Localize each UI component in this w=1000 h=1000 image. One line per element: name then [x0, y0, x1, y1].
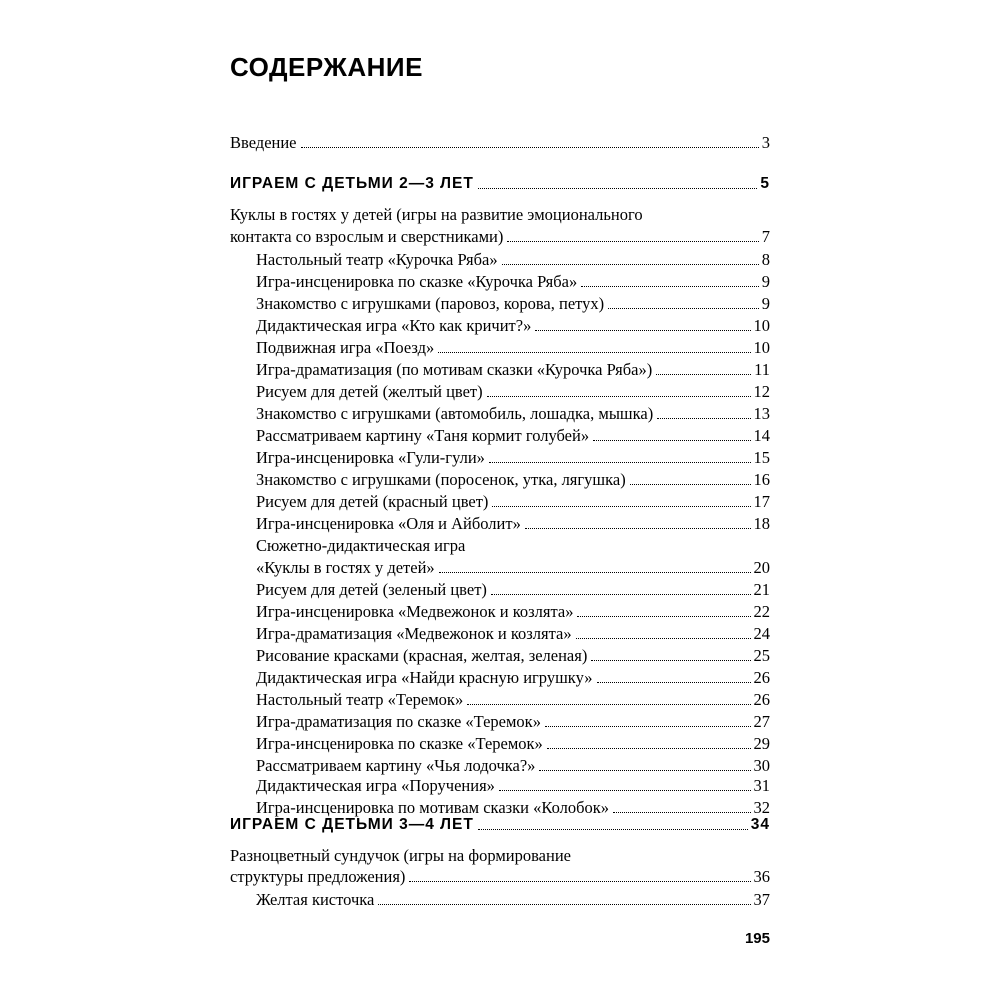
toc-entry: [256, 403, 770, 424]
dot-leader: [613, 812, 750, 813]
dot-leader: [491, 594, 751, 595]
toc-entry: [256, 645, 770, 666]
toc-entry-text: Дидактическая игра «Поручения»: [256, 776, 495, 795]
toc-page-number: 12: [753, 382, 770, 401]
toc-entry: [230, 226, 770, 247]
toc-page-number: 8: [761, 250, 770, 269]
toc-entry: [256, 359, 770, 380]
toc-entry-text: Введение: [230, 133, 297, 152]
toc-page-number: 9: [761, 294, 770, 313]
toc-page-number: 17: [753, 492, 770, 511]
toc-entry-text: Куклы в гостях у детей (игры на развитие эмоционального: [230, 205, 643, 224]
toc-page-number: 7: [761, 227, 770, 246]
toc-entry: [256, 775, 770, 796]
toc-entry: [256, 337, 770, 358]
toc-entry: [256, 469, 770, 490]
dot-leader: [478, 829, 748, 830]
page-number-footer: 195: [744, 930, 770, 947]
dot-leader: [409, 881, 750, 882]
toc-entry: [256, 557, 770, 578]
toc-entry: [256, 425, 770, 446]
dot-leader: [657, 418, 750, 419]
toc-page-number: 14: [753, 426, 770, 445]
toc-entry-text: Желтая кисточка: [256, 890, 375, 909]
toc-entry-text: Игра-инсценировка «Медвежонок и козлята»: [256, 602, 574, 621]
toc-entry-text: Знакомство с игрушками (паровоз, корова, петух): [256, 294, 605, 313]
toc-page-number: 20: [753, 558, 770, 577]
toc-entry-text: Рисование красками (красная, желтая, зеленая): [256, 646, 588, 665]
dot-leader: [535, 330, 750, 331]
toc-entry-text: Дидактическая игра «Кто как кричит?»: [256, 316, 532, 335]
toc-entry-text: Игра-драматизация «Медвежонок и козлята»: [256, 624, 572, 643]
dot-leader: [467, 704, 750, 705]
dot-leader: [378, 904, 750, 905]
toc-page-number: 24: [753, 624, 770, 643]
toc-page-number: 37: [753, 890, 770, 909]
dot-leader: [301, 147, 759, 148]
toc-page-number: 11: [754, 360, 770, 379]
toc-entry-text: Игра-инсценировка по сказке «Теремок»: [256, 734, 543, 753]
toc-page-number: 26: [753, 690, 770, 709]
toc-entry-text: «Куклы в гостях у детей»: [256, 558, 435, 577]
dot-leader: [593, 440, 750, 441]
table-of-contents: [230, 0, 770, 1000]
toc-page-number: 30: [753, 756, 770, 775]
dot-leader: [597, 682, 751, 683]
toc-entry: [256, 447, 770, 468]
dot-leader: [656, 374, 751, 375]
toc-entry: [256, 381, 770, 402]
toc-page-number: 3: [761, 133, 770, 152]
toc-entry-text: Игра-драматизация по сказке «Теремок»: [256, 712, 541, 731]
toc-entry-text: структуры предложения): [230, 867, 406, 886]
toc-page-number: 29: [753, 734, 770, 753]
toc-entry-text: Подвижная игра «Поезд»: [256, 338, 435, 357]
dot-leader: [492, 506, 750, 507]
toc-entry-text: ИГРАЕМ С ДЕТЬМИ 2—3 ЛЕТ: [230, 175, 474, 192]
toc-entry-text: Знакомство с игрушками (автомобиль, лошадка, мышка): [256, 404, 654, 423]
toc-entry-text: Знакомство с игрушками (поросенок, утка, лягушка): [256, 470, 626, 489]
toc-entry: [256, 755, 770, 776]
toc-entry-text: Рисуем для детей (красный цвет): [256, 492, 489, 511]
toc-entry: [230, 845, 770, 866]
dot-leader: [630, 484, 751, 485]
toc-entry: [256, 271, 770, 292]
toc-entry: [256, 601, 770, 622]
dot-leader: [489, 462, 751, 463]
toc-page-number: 10: [753, 338, 770, 357]
toc-entry: [256, 579, 770, 600]
toc-entry-text: Игра-инсценировка по мотивам сказки «Колобок»: [256, 798, 610, 817]
dot-leader: [439, 572, 751, 573]
dot-leader: [525, 528, 751, 529]
toc-entry-text: Игра-инсценировка по сказке «Курочка Ряба»: [256, 272, 578, 291]
toc-entry-text: Сюжетно-дидактическая игра: [256, 536, 466, 555]
dot-leader: [608, 308, 759, 309]
toc-page-number: 25: [753, 646, 770, 665]
toc-entry-text: Игра-инсценировка «Гули-гули»: [256, 448, 485, 467]
toc-entry: [256, 711, 770, 732]
toc-entry-text: Настольный театр «Курочка Ряба»: [256, 250, 498, 269]
dot-leader: [577, 616, 750, 617]
toc-entry: [256, 623, 770, 644]
toc-entry-text: Рисуем для детей (желтый цвет): [256, 382, 483, 401]
toc-entry: [256, 535, 770, 556]
toc-entry-text: ИГРАЕМ С ДЕТЬМИ 3—4 ЛЕТ: [230, 816, 474, 833]
toc-section-heading: [230, 814, 770, 835]
dot-leader: [547, 748, 751, 749]
toc-entry: [256, 491, 770, 512]
toc-entry: [256, 249, 770, 270]
toc-page-number: 21: [753, 580, 770, 599]
dot-leader: [581, 286, 759, 287]
toc-entry: [256, 667, 770, 688]
toc-entry: [230, 132, 770, 153]
toc-page-number: 31: [753, 776, 770, 795]
toc-entry-text: Разноцветный сундучок (игры на формирование: [230, 846, 571, 865]
dot-leader: [487, 396, 751, 397]
toc-entry-text: Игра-драматизация (по мотивам сказки «Курочка Ряба»): [256, 360, 653, 379]
dot-leader: [499, 790, 751, 791]
dot-leader: [507, 241, 758, 242]
toc-page-number: 32: [753, 798, 770, 817]
toc-page-number: 18: [753, 514, 770, 533]
toc-entry: [256, 733, 770, 754]
toc-page-number: 34: [750, 816, 770, 833]
toc-page-number: 13: [753, 404, 770, 423]
dot-leader: [502, 264, 759, 265]
toc-page-number: 36: [753, 867, 770, 886]
toc-entry-text: Игра-инсценировка «Оля и Айболит»: [256, 514, 521, 533]
toc-entry: [230, 866, 770, 887]
toc-entry: [256, 689, 770, 710]
toc-page-number: 10: [753, 316, 770, 335]
dot-leader: [576, 638, 751, 639]
dot-leader: [545, 726, 751, 727]
dot-leader: [591, 660, 750, 661]
toc-page-number: 26: [753, 668, 770, 687]
toc-entry: [230, 204, 770, 225]
dot-leader: [438, 352, 750, 353]
toc-page-number: 16: [753, 470, 770, 489]
toc-entry-text: Рассматриваем картину «Чья лодочка?»: [256, 756, 536, 775]
toc-entry: [256, 889, 770, 910]
toc-page-number: 5: [760, 175, 770, 192]
page-title: СОДЕРЖАНИЕ: [230, 52, 423, 82]
toc-page-number: 22: [753, 602, 770, 621]
toc-entry-text: Рисуем для детей (зеленый цвет): [256, 580, 487, 599]
toc-section-heading: [230, 173, 770, 194]
toc-entry: [256, 315, 770, 336]
toc-page-number: 27: [753, 712, 770, 731]
toc-entry-text: Дидактическая игра «Найди красную игрушку»: [256, 668, 593, 687]
dot-leader: [478, 188, 758, 189]
toc-page-number: 15: [753, 448, 770, 467]
toc-entry: [256, 513, 770, 534]
toc-entry-text: Настольный театр «Теремок»: [256, 690, 464, 709]
toc-page: [230, 0, 770, 1000]
toc-page-number: 9: [761, 272, 770, 291]
dot-leader: [539, 770, 750, 771]
toc-entry: [256, 293, 770, 314]
toc-entry-text: Рассматриваем картину «Таня кормит голубей»: [256, 426, 590, 445]
toc-entry-text: контакта со взрослым и сверстниками): [230, 227, 504, 246]
